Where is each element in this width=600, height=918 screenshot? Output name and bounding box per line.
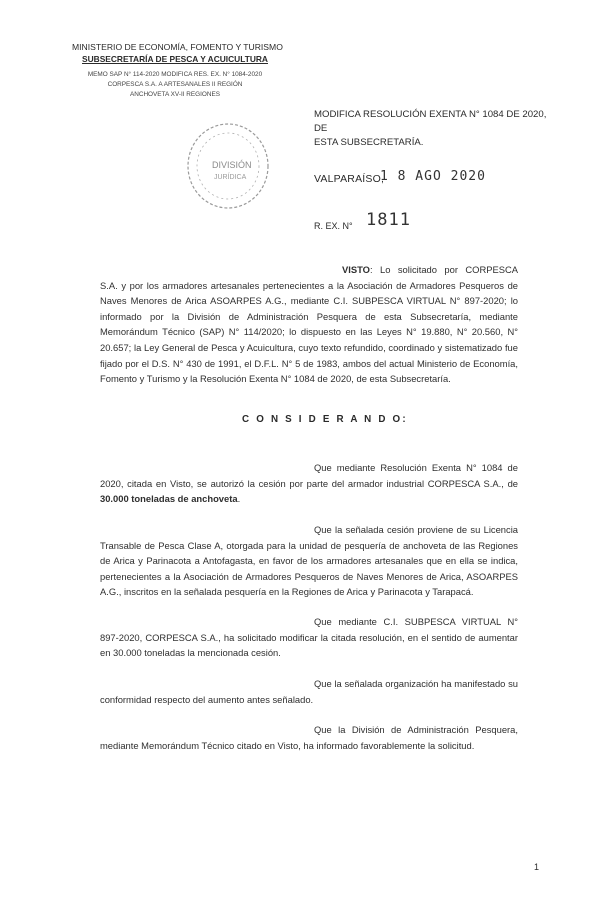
considerando-1-after: . <box>237 493 241 505</box>
considerando-5 <box>100 722 518 753</box>
considerando-1-bold: 30.000 toneladas de anchoveta <box>100 493 238 505</box>
considerando-3 <box>100 614 518 661</box>
subject-reference <box>314 108 554 150</box>
resolution-date: 1 8 AGO 2020 <box>380 169 486 184</box>
considerando-1 <box>100 460 518 507</box>
considerando-2 <box>100 522 518 600</box>
stamp-text-1: DIVISIÓN <box>212 160 252 170</box>
header-line-3: ANCHOVETA XV-II REGIONES <box>129 91 221 98</box>
considerando-4 <box>100 676 518 707</box>
considerando-4-text: Que la señalada organización ha manifestado su conformidad respecto del aumento antes señalado. <box>100 678 518 705</box>
visto-text: : Lo solicitado por CORPESCA S.A. y por los armadores artesanales pertenecientes a la Asociación de Armadores Pesqueros de Naves Menores de Arica ASOARPES A.G., mediante C.I. SUBPESCA VIRTUAL N° 897-2020; lo informado por la División de Administración Pesquera de esta Subsecretaría, mediante Memorándum Técnico (SAP) N° 114/2020; lo dispuesto en las Leyes N° 19.880, N° 20.560, N° 20.657; la Ley General de Pesca y Acuicultura, cuyo texto refundido, coordinado y sistematizado fue fijado por el D.S. N° 430 de 1991, el D.F.L. N° 5 de 1983, ambos del actual Ministerio de Economía, Fomento y Turismo y la Resolución Exenta N° 1084 de 2020, de esta Subsecretaría. <box>100 264 518 385</box>
considerando-1-text: Que mediante Resolución Exenta N° 1084 de 2020, citada en Visto, se autorizó la cesión por parte del armador industrial CORPESCA S.A., de <box>100 462 518 489</box>
ministry-name: MINISTERIO DE ECONOMÍA, FOMENTO Y TURISMO <box>72 42 283 52</box>
subsecretaria-name: SUBSECRETARÍA DE PESCA Y ACUICULTURA <box>82 54 268 64</box>
subject-line-2: ESTA SUBSECRETARÍA. <box>314 137 424 148</box>
considerando-3-text: Que mediante C.I. SUBPESCA VIRTUAL N° 897-2020, CORPESCA S.A., ha solicitado modificar la citada resolución, en el sentido de aumentar en 30.000 toneladas la mencionada cesión. <box>100 616 518 659</box>
header-line-2: CORPESCA S.A. A ARTESANALES II REGIÓN <box>107 81 243 88</box>
rex-label: R. EX. N° <box>314 221 353 231</box>
visto-label: VISTO <box>342 264 370 275</box>
stamp-text-2: JURÍDICA <box>214 174 247 181</box>
considerando-title: C O N S I D E R A N D O: <box>242 414 408 425</box>
subject-line-1: MODIFICA RESOLUCIÓN EXENTA N° 1084 DE 2020, DE <box>314 109 547 134</box>
memo-reference: MEMO SAP N° 114-2020 MODIFICA RES. EX. N° 1084-2020 <box>87 71 263 78</box>
visto-paragraph <box>100 262 518 387</box>
considerando-2-text: Que la señalada cesión proviene de su Licencia Transable de Pesca Clase A, otorgada para la unidad de pesquería de anchoveta de las Regiones de Arica y Parinacota a Antofagasta, en favor de los armadores artesanales que en ella se indica, pertenecientes a la Asociación de Armadores Pesqueros de Naves Menores de Arica, ASOARPES A.G., inscritos en la señalada pesquería en la Regiones de Arica y Parinacota y Tarapacá. <box>100 524 518 598</box>
place-label: VALPARAÍSO, <box>314 173 385 185</box>
rex-number: 1811 <box>366 210 411 230</box>
page-number: 1 <box>534 862 540 872</box>
official-stamp <box>182 118 274 214</box>
considerando-5-text: Que la División de Administración Pesquera, mediante Memorándum Técnico citado en Visto, ha informado favorablemente la solicitud. <box>100 724 518 751</box>
